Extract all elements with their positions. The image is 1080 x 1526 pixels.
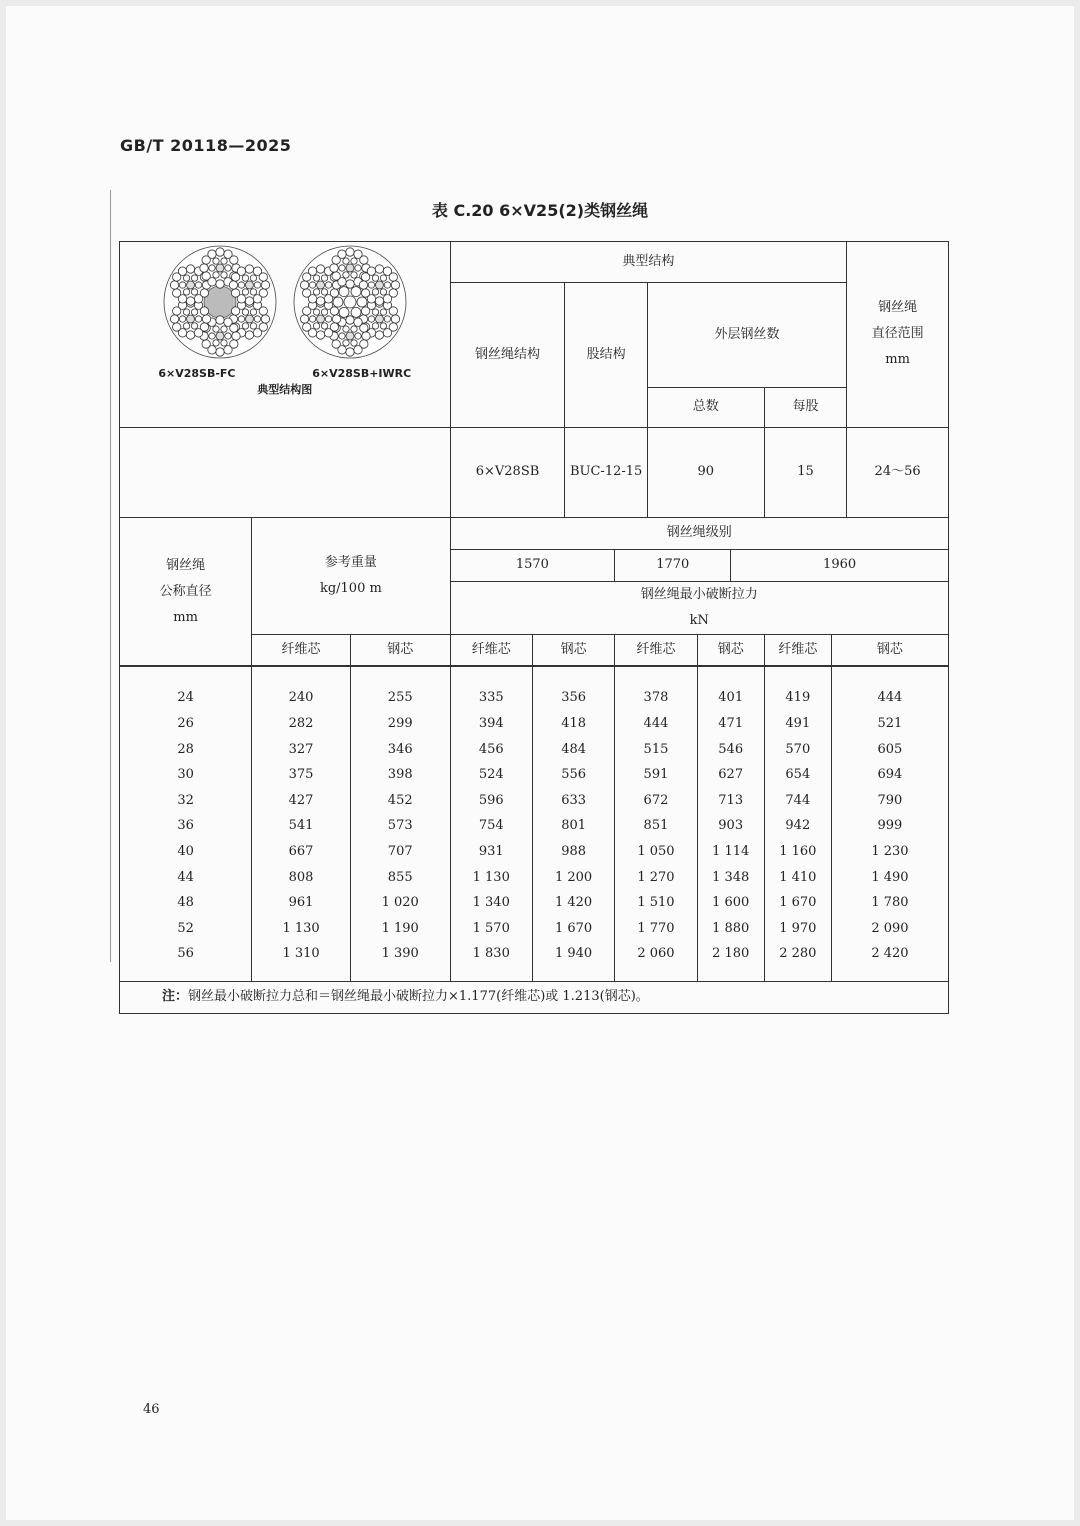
typical-structure-diagram-cell <box>120 242 451 428</box>
data-column <box>764 666 831 981</box>
table-cell: 56 <box>177 946 194 962</box>
table-cell: 524 <box>478 767 504 783</box>
table-cell: 52 <box>177 920 194 936</box>
table-cell: 32 <box>177 792 194 808</box>
table-cell: 855 <box>387 869 413 885</box>
grade-header: 钢丝绳级别 <box>450 517 948 549</box>
table-note: 注：钢丝最小破断拉力总和＝钢丝绳最小破断拉力×1.177(纤维芯)或 1.213(钢芯)。 <box>120 982 949 1014</box>
table-cell: 961 <box>288 895 314 911</box>
table-cell: 2 180 <box>712 946 750 962</box>
table-cell: 255 <box>387 690 413 706</box>
total-header: 总数 <box>647 387 764 427</box>
table-cell: 1 670 <box>779 895 817 911</box>
table-cell: 2 060 <box>637 946 675 962</box>
document-header: GB/T 20118—2025 <box>120 136 292 155</box>
table-cell: 1 510 <box>637 895 675 911</box>
table-cell: 28 <box>177 741 194 757</box>
data-column <box>697 666 764 981</box>
table-cell: 627 <box>718 767 744 783</box>
table-cell: 471 <box>718 716 744 732</box>
grade-1960: 1960 <box>731 549 949 581</box>
table-cell: 556 <box>561 767 587 783</box>
nominal-diameter-header: 钢丝绳 公称直径 mm <box>120 517 252 666</box>
diagram-label-fc: 6×V28SB-FC <box>158 367 236 380</box>
per-strand-value: 15 <box>764 427 846 517</box>
table-cell: 942 <box>785 818 811 834</box>
data-column <box>615 666 697 981</box>
table-cell: 694 <box>877 767 903 783</box>
table-cell: 1 230 <box>871 844 909 860</box>
core-label: 纤维芯 <box>764 634 831 666</box>
per-strand-header: 每股 <box>764 387 846 427</box>
table-cell: 1 880 <box>712 920 750 936</box>
table-cell: 570 <box>785 741 811 757</box>
table-cell: 1 340 <box>472 895 510 911</box>
table-cell: 335 <box>478 690 504 706</box>
rope-fc-cross-section-icon <box>164 246 276 358</box>
table-cell: 754 <box>478 818 504 834</box>
rope-cross-section-diagram <box>155 242 415 362</box>
table-cell: 672 <box>643 792 669 808</box>
table-cell: 654 <box>785 767 811 783</box>
table-cell: 591 <box>643 767 669 783</box>
grade-1770: 1770 <box>615 549 731 581</box>
table-cell: 1 600 <box>712 895 750 911</box>
table-cell: 851 <box>643 818 669 834</box>
table-cell: 1 310 <box>282 946 320 962</box>
table-cell: 1 410 <box>779 869 817 885</box>
table-cell: 999 <box>877 818 903 834</box>
table-cell: 790 <box>877 792 903 808</box>
core-label: 钢芯 <box>532 634 614 666</box>
table-cell: 713 <box>718 792 744 808</box>
diameter-range-header: 钢丝绳 直径范围 mm <box>847 242 949 428</box>
table-cell: 801 <box>561 818 587 834</box>
table-cell: 596 <box>478 792 504 808</box>
diagram-label-iwrc: 6×V28SB+IWRC <box>312 367 412 380</box>
table-cell: 515 <box>643 741 669 757</box>
table-cell: 375 <box>288 767 314 783</box>
table-cell: 299 <box>387 716 413 732</box>
table-cell: 24 <box>177 690 194 706</box>
table-cell: 1 670 <box>554 920 593 936</box>
table-cell: 1 160 <box>779 844 817 860</box>
grade-1570: 1570 <box>450 549 615 581</box>
core-label: 钢芯 <box>697 634 764 666</box>
data-column <box>350 666 450 981</box>
table-cell: 26 <box>177 716 194 732</box>
margin-rule <box>110 190 111 962</box>
table-cell: 36 <box>177 818 194 834</box>
table-cell: 903 <box>718 818 744 834</box>
typical-structure-header: 典型结构 <box>450 242 847 283</box>
table-cell: 605 <box>877 741 903 757</box>
wire-rope-table <box>119 241 949 1014</box>
table-cell: 327 <box>288 741 314 757</box>
table-cell: 1 270 <box>637 869 675 885</box>
table-cell: 808 <box>288 869 314 885</box>
rope-structure-value: 6×V28SB <box>450 427 565 517</box>
page-number: 46 <box>143 1402 160 1417</box>
core-label: 钢芯 <box>831 634 948 666</box>
table-cell: 988 <box>561 844 587 860</box>
diagram-labels <box>120 366 450 381</box>
table-cell: 1 114 <box>712 844 750 860</box>
table-cell: 1 348 <box>712 869 750 885</box>
table-cell: 282 <box>288 716 314 732</box>
table-cell: 1 940 <box>554 946 593 962</box>
data-column <box>831 666 948 981</box>
min-break-force-header: 钢丝绳最小破断拉力 kN <box>450 581 948 634</box>
table-caption: 表 C.20 6×V25(2)类钢丝绳 <box>431 201 649 220</box>
table-cell: 40 <box>177 844 194 860</box>
table-cell: 491 <box>785 716 811 732</box>
table-cell: 1 130 <box>472 869 510 885</box>
table-cell: 1 200 <box>554 869 593 885</box>
data-column <box>252 666 351 981</box>
table-cell: 573 <box>387 818 413 834</box>
strand-structure-header: 股结构 <box>565 283 647 428</box>
diagram-spacer <box>120 427 451 517</box>
table-cell: 394 <box>478 716 504 732</box>
table-cell: 378 <box>643 690 669 706</box>
table-cell: 418 <box>561 716 587 732</box>
total-value: 90 <box>647 427 764 517</box>
table-cell: 2 090 <box>871 920 909 936</box>
table-cell: 1 570 <box>472 920 510 936</box>
data-column <box>532 666 614 981</box>
table-cell: 1 390 <box>381 946 419 962</box>
core-label: 纤维芯 <box>252 634 351 666</box>
strand-structure-value: BUC-12-15 <box>565 427 647 517</box>
core-label: 钢芯 <box>350 634 450 666</box>
table-cell: 1 770 <box>637 920 675 936</box>
table-cell: 707 <box>387 844 413 860</box>
table-cell: 346 <box>387 741 413 757</box>
table-cell: 744 <box>785 792 811 808</box>
table-cell: 2 420 <box>871 946 909 962</box>
table-cell: 1 830 <box>472 946 510 962</box>
table-cell: 931 <box>478 844 504 860</box>
table-cell: 401 <box>718 690 744 706</box>
table-cell: 1 020 <box>381 895 419 911</box>
table-cell: 1 050 <box>637 844 675 860</box>
table-cell: 1 490 <box>871 869 909 885</box>
table-cell: 1 970 <box>779 920 817 936</box>
data-column <box>120 666 252 981</box>
rope-structure-header: 钢丝绳结构 <box>450 283 565 428</box>
table-cell: 484 <box>561 741 587 757</box>
table-cell: 44 <box>177 869 194 885</box>
rope-iwrc-cross-section-icon <box>294 246 406 358</box>
table-cell: 521 <box>877 716 903 732</box>
outer-wires-header: 外层钢丝数 <box>647 283 846 388</box>
table-cell: 444 <box>877 690 903 706</box>
table-cell: 419 <box>785 690 811 706</box>
table-cell: 1 190 <box>381 920 419 936</box>
table-cell: 427 <box>288 792 314 808</box>
table-cell: 1 420 <box>554 895 593 911</box>
table-cell: 633 <box>561 792 587 808</box>
table-cell: 240 <box>288 690 314 706</box>
core-label: 纤维芯 <box>450 634 532 666</box>
table-cell: 1 130 <box>282 920 320 936</box>
table-cell: 452 <box>387 792 413 808</box>
diagram-title: 典型结构图 <box>257 383 313 397</box>
table-cell: 456 <box>478 741 504 757</box>
table-cell: 48 <box>177 895 194 911</box>
table-cell: 667 <box>288 844 314 860</box>
table-cell: 546 <box>718 741 744 757</box>
table-cell: 30 <box>177 767 194 783</box>
table-cell: 356 <box>561 690 587 706</box>
table-cell: 398 <box>387 767 413 783</box>
reference-weight-header: 参考重量 kg/100 m <box>252 517 450 634</box>
table-cell: 541 <box>288 818 314 834</box>
diameter-range-value: 24～56 <box>847 427 949 517</box>
table-cell: 444 <box>643 716 669 732</box>
core-label: 纤维芯 <box>615 634 697 666</box>
table-cell: 1 780 <box>871 895 909 911</box>
data-column <box>450 666 532 981</box>
table-cell: 2 280 <box>779 946 817 962</box>
